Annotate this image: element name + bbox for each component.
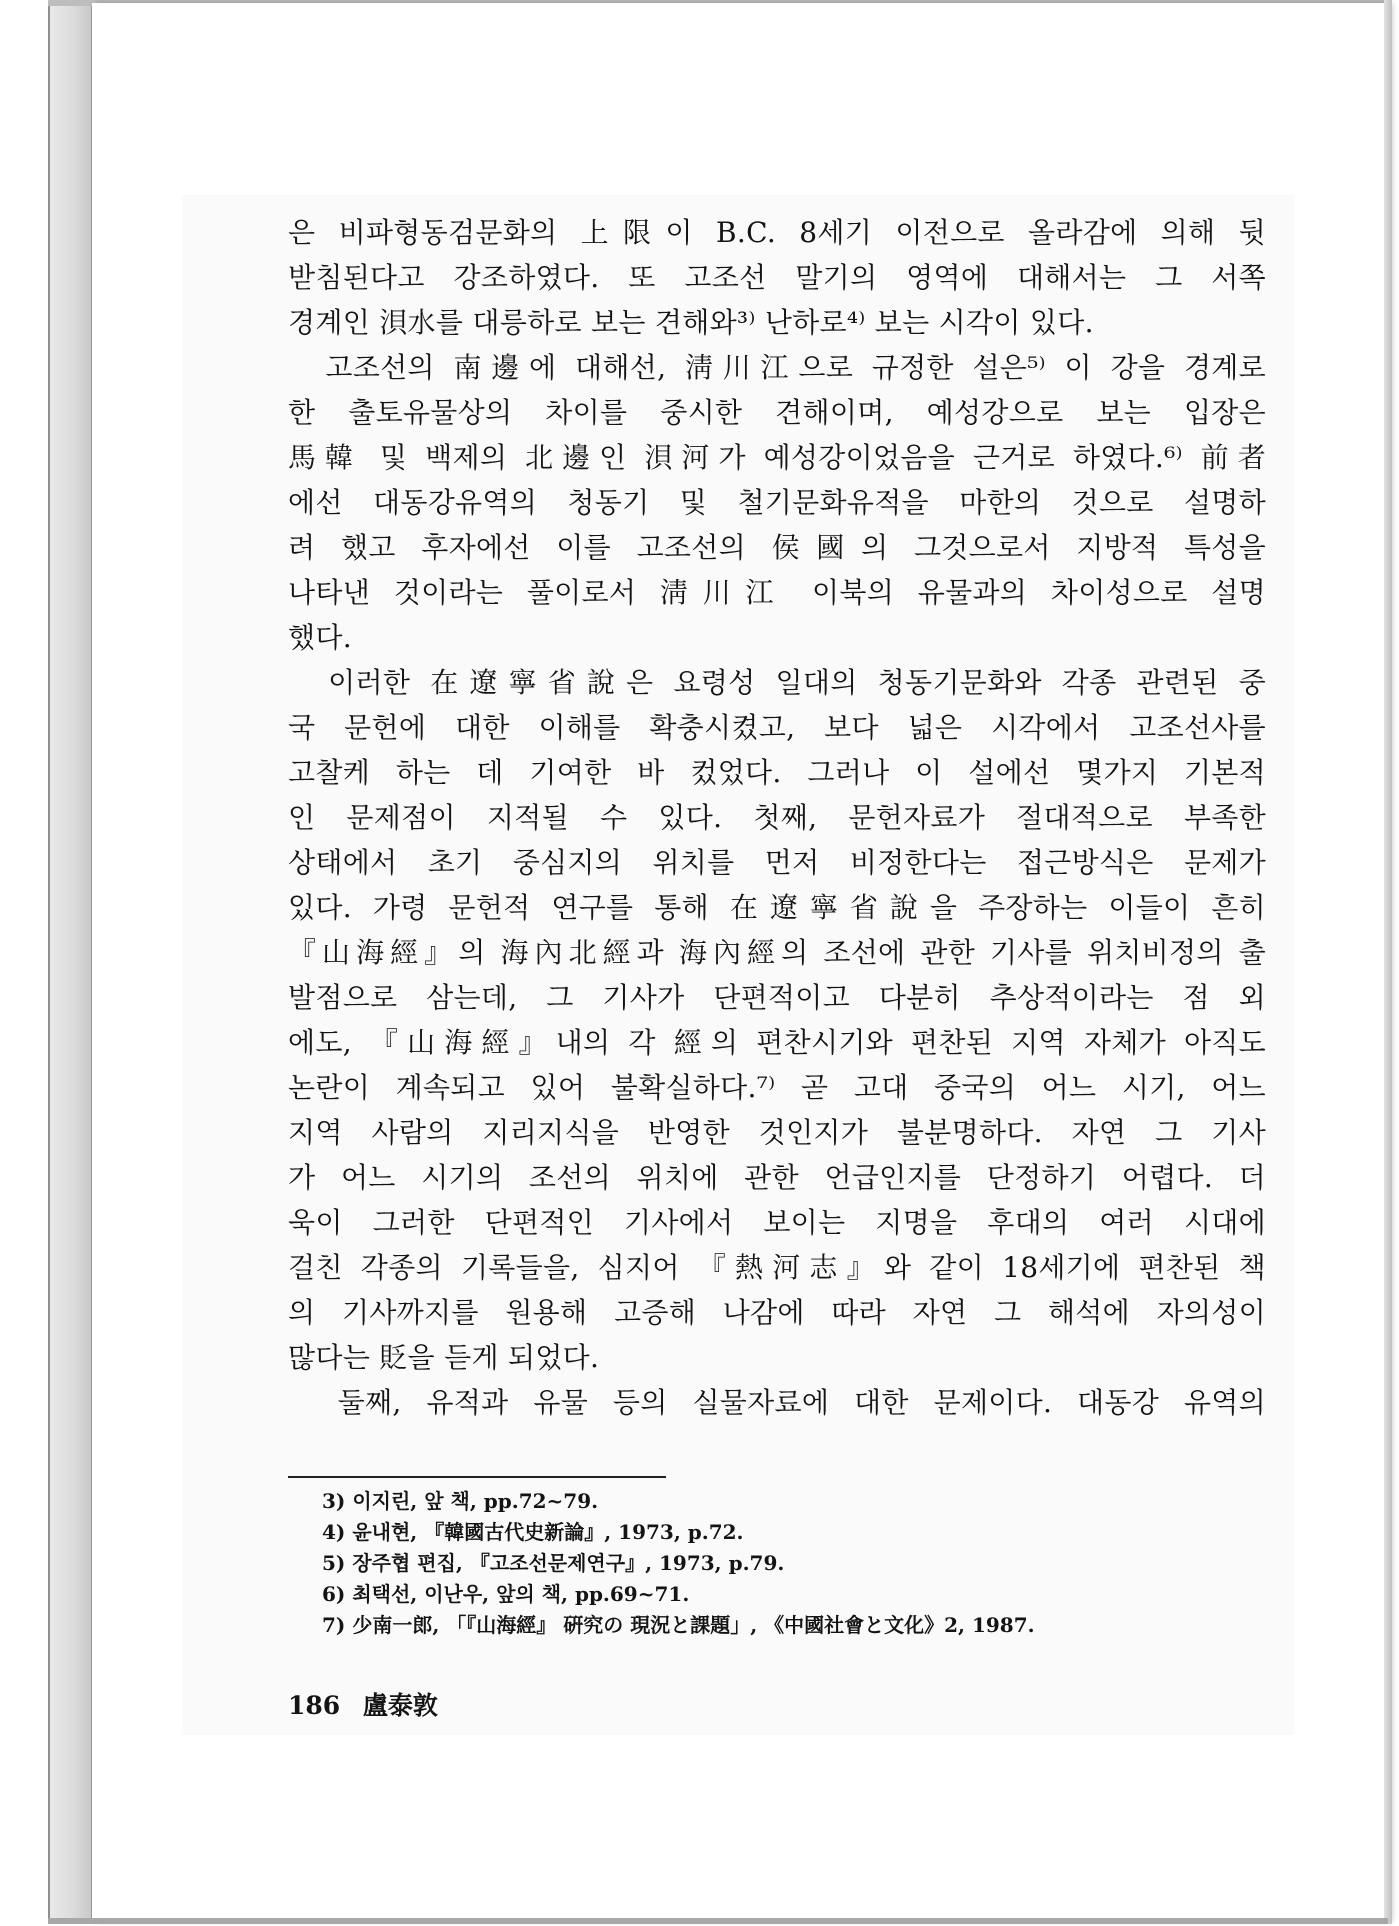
text-line: 고조선의 南邊에 대해선, 淸川江으로 규정한 설은⁵⁾ 이 강을 경계로 (288, 351, 1266, 384)
footnote: 6) 최택선, 이난우, 앞의 책, pp.69~71. (322, 1582, 690, 1606)
text-line: 많다는 貶을 듣게 되었다. (288, 1341, 600, 1374)
text-line: 했다. (288, 621, 352, 654)
text-line: 고찰케 하는 데 기여한 바 컸었다. 그러나 이 설에선 몇가지 기본적 (288, 756, 1266, 789)
text-line: 한 출토유물상의 차이를 중시한 견해이며, 예성강으로 보는 입장은 (288, 396, 1266, 429)
text-line: 둘째, 유적과 유물 등의 실물자료에 대한 문제이다. 대동강 유역의 (288, 1386, 1266, 1419)
footnote: 3) 이지린, 앞 책, pp.72~79. (322, 1489, 599, 1513)
running-author: 盧泰敦 (362, 1691, 438, 1720)
text-line: 받침된다고 강조하였다. 또 고조선 말기의 영역에 대해서는 그 서쪽 (288, 261, 1266, 294)
book-bottom-edge (48, 1918, 1388, 1924)
text-line: 논란이 계속되고 있어 불확실하다.⁷⁾ 곧 고대 중국의 어느 시기, 어느 (288, 1071, 1266, 1104)
text-line: 이러한 在遼寧省說은 요령성 일대의 청동기문화와 각종 관련된 중 (288, 666, 1266, 699)
footnote-rule (288, 1476, 666, 1478)
text-line: 국 문헌에 대한 이해를 확충시켰고, 보다 넓은 시각에서 고조선사를 (288, 711, 1266, 744)
text-line: 의 기사까지를 원용해 고증해 나감에 따라 자연 그 해석에 자의성이 (288, 1296, 1266, 1329)
page-footer (288, 1686, 438, 1722)
text-line: 나타낸 것이라는 풀이로서 淸川江 이북의 유물과의 차이성으로 설명 (288, 576, 1266, 609)
page-right-edge (1384, 0, 1392, 1924)
text-line: 지역 사람의 지리지식을 반영한 것인지가 불분명하다. 자연 그 기사 (288, 1116, 1266, 1149)
text-line: 경계인 浿水를 대릉하로 보는 견해와³⁾ 난하로⁴⁾ 보는 시각이 있다. (288, 306, 1094, 339)
book-spine (48, 6, 92, 1918)
body-text (288, 210, 1266, 1425)
footnote: 7) 少南一郎, 「『山海經』 硏究の 現況と課題」, 《中國社會と文化》2, 1987. (322, 1613, 1035, 1637)
text-line: 려 했고 후자에선 이를 고조선의 侯國의 그것으로서 지방적 특성을 (288, 531, 1266, 564)
text-line: 욱이 그러한 단편적인 기사에서 보이는 지명을 후대의 여러 시대에 (288, 1206, 1266, 1239)
text-line: 『山海經』의 海內北經과 海內經의 조선에 관한 기사를 위치비정의 출 (288, 936, 1266, 969)
footnote: 5) 장주협 편집, 『고조선문제연구』, 1973, p.79. (322, 1551, 785, 1575)
footnotes (322, 1486, 1222, 1641)
text-line: 에선 대동강유역의 청동기 및 철기문화유적을 마한의 것으로 설명하 (288, 486, 1266, 519)
text-line: 인 문제점이 지적될 수 있다. 첫째, 문헌자료가 절대적으로 부족한 (288, 801, 1266, 834)
text-line: 상태에서 초기 중심지의 위치를 먼저 비정한다는 접근방식은 문제가 (288, 846, 1266, 879)
text-line: 발점으로 삼는데, 그 기사가 단편적이고 다분히 추상적이라는 점 외 (288, 981, 1266, 1014)
text-line: 걸친 각종의 기록들을, 심지어 『熱河志』와 같이 18세기에 편찬된 책 (288, 1251, 1266, 1284)
text-line: 가 어느 시기의 조선의 위치에 관한 언급인지를 단정하기 어렵다. 더 (288, 1161, 1266, 1194)
text-line: 에도, 『山海經』내의 각 經의 편찬시기와 편찬된 지역 자체가 아직도 (288, 1026, 1266, 1059)
text-line: 은 비파형동검문화의 上限이 B.C. 8세기 이전으로 올라감에 의해 뒷 (288, 216, 1266, 249)
footnote: 4) 윤내현, 『韓國古代史新論』, 1973, p.72. (322, 1520, 744, 1544)
page-number: 186 (288, 1691, 341, 1720)
text-line: 馬韓 및 백제의 北邊인 浿河가 예성강이었음을 근거로 하였다.⁶⁾ 前者 (288, 441, 1266, 474)
text-line: 있다. 가령 문헌적 연구를 통해 在遼寧省說을 주장하는 이들이 흔히 (288, 891, 1266, 924)
